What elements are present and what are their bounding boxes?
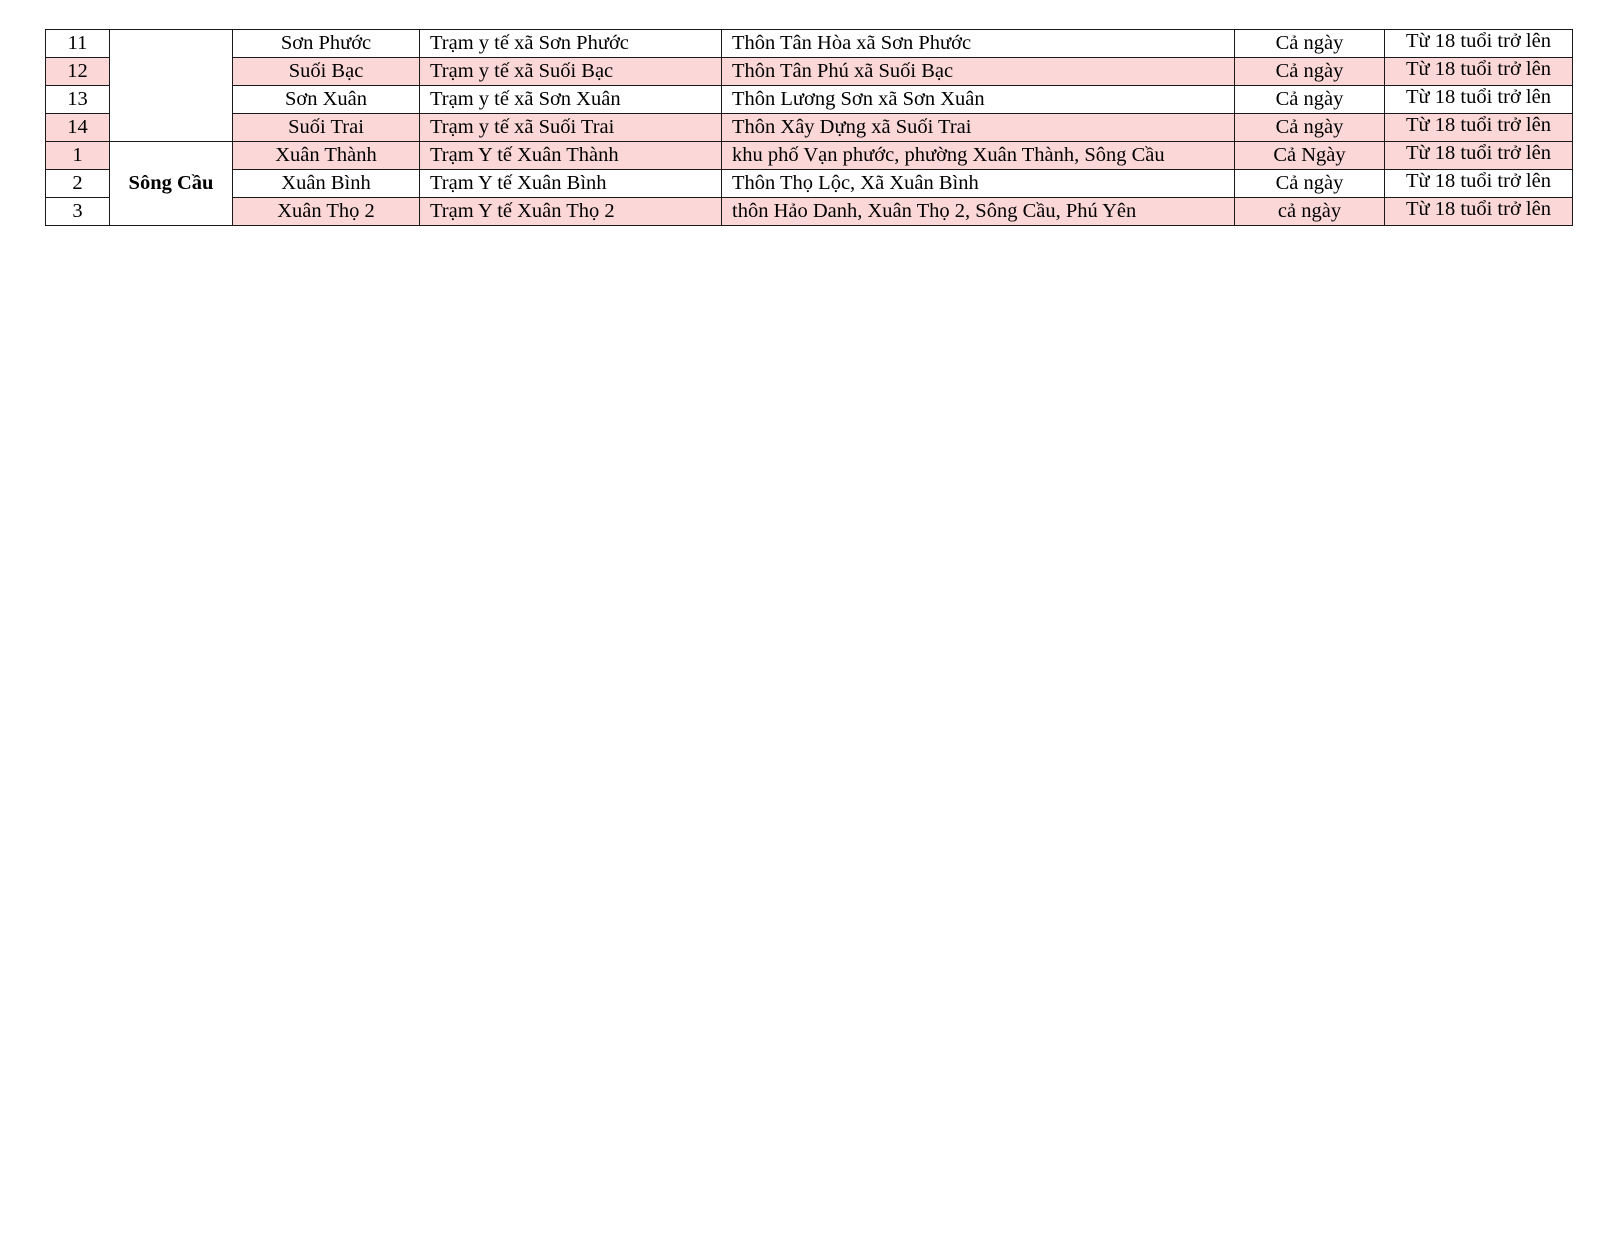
age-text: Từ 18 tuổi trở lên (1406, 58, 1551, 80)
table-row (46, 86, 1573, 114)
row-number: 14 (46, 114, 110, 142)
site-cell: Trạm Y tế Xuân Bình (420, 170, 722, 198)
address-cell: Thôn Lương Sơn xã Sơn Xuân (722, 86, 1235, 114)
age-cell (1385, 142, 1573, 170)
row-number: 13 (46, 86, 110, 114)
table-row (46, 58, 1573, 86)
commune-cell: Xuân Thành (233, 142, 420, 170)
site-cell: Trạm y tế xã Suối Bạc (420, 58, 722, 86)
commune-cell: Suối Bạc (233, 58, 420, 86)
row-number: 12 (46, 58, 110, 86)
commune-cell: Sơn Phước (233, 30, 420, 58)
address-cell: khu phố Vạn phước, phường Xuân Thành, Sông Cầu (722, 142, 1235, 170)
table-row (46, 198, 1573, 226)
table-row (46, 142, 1573, 170)
time-cell: Cả ngày (1235, 30, 1385, 58)
vaccination-sites-table (45, 29, 1573, 226)
address-cell: Thôn Xây Dựng xã Suối Trai (722, 114, 1235, 142)
row-number: 3 (46, 198, 110, 226)
commune-cell: Suối Trai (233, 114, 420, 142)
table-row (46, 114, 1573, 142)
site-cell: Trạm Y tế Xuân Thọ 2 (420, 198, 722, 226)
row-number: 2 (46, 170, 110, 198)
age-cell (1385, 198, 1573, 226)
time-cell: Cả ngày (1235, 170, 1385, 198)
age-cell (1385, 58, 1573, 86)
district-cell: Sông Cầu (110, 142, 233, 226)
site-cell: Trạm y tế xã Sơn Xuân (420, 86, 722, 114)
district-cell (110, 30, 233, 142)
age-text: Từ 18 tuổi trở lên (1406, 198, 1551, 220)
address-cell: Thôn Tân Phú xã Suối Bạc (722, 58, 1235, 86)
commune-cell: Xuân Bình (233, 170, 420, 198)
time-cell: cả ngày (1235, 198, 1385, 226)
age-cell (1385, 86, 1573, 114)
commune-cell: Sơn Xuân (233, 86, 420, 114)
commune-cell: Xuân Thọ 2 (233, 198, 420, 226)
time-cell: Cả ngày (1235, 86, 1385, 114)
age-text: Từ 18 tuổi trở lên (1406, 30, 1551, 52)
row-number: 1 (46, 142, 110, 170)
address-cell: Thôn Thọ Lộc, Xã Xuân Bình (722, 170, 1235, 198)
time-cell: Cả ngày (1235, 114, 1385, 142)
time-cell: Cả ngày (1235, 58, 1385, 86)
address-cell: Thôn Tân Hòa xã Sơn Phước (722, 30, 1235, 58)
site-cell: Trạm y tế xã Sơn Phước (420, 30, 722, 58)
address-cell: thôn Hảo Danh, Xuân Thọ 2, Sông Cầu, Phú Yên (722, 198, 1235, 226)
table-row (46, 30, 1573, 58)
table-row (46, 170, 1573, 198)
age-text: Từ 18 tuổi trở lên (1406, 86, 1551, 108)
age-cell (1385, 114, 1573, 142)
age-text: Từ 18 tuổi trở lên (1406, 114, 1551, 136)
time-cell: Cả Ngày (1235, 142, 1385, 170)
age-cell (1385, 170, 1573, 198)
site-cell: Trạm y tế xã Suối Trai (420, 114, 722, 142)
row-number: 11 (46, 30, 110, 58)
age-text: Từ 18 tuổi trở lên (1406, 170, 1551, 192)
site-cell: Trạm Y tế Xuân Thành (420, 142, 722, 170)
age-text: Từ 18 tuổi trở lên (1406, 142, 1551, 164)
age-cell (1385, 30, 1573, 58)
